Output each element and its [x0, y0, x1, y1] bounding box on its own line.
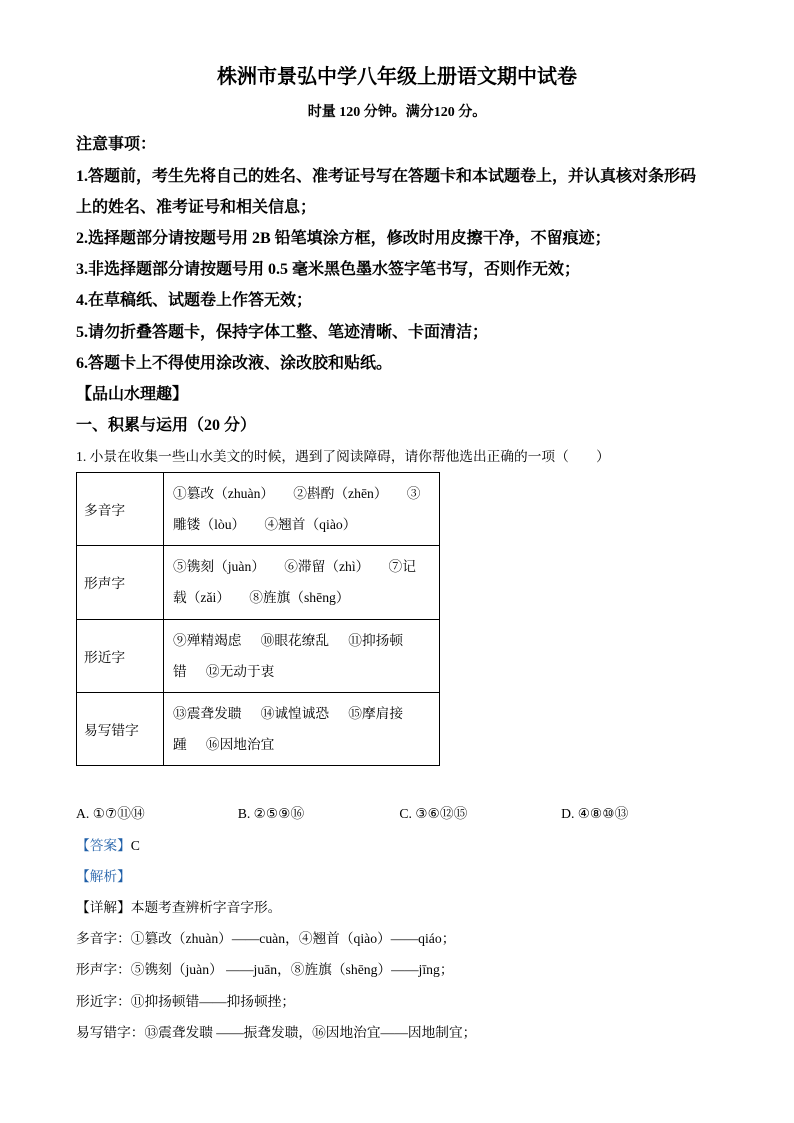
- option-b: B. ②⑤⑨⑯: [237, 806, 305, 822]
- table-item: ④翘首（qiào）: [264, 517, 357, 533]
- explanation-line: 易写错字：⑬震聋发聩 ——振聋发聩，⑯因地治宜——因地制宜；: [76, 1024, 477, 1040]
- answer-options: [76, 798, 756, 829]
- notice-line: 上的姓名、准考证号和相关信息；: [76, 198, 317, 216]
- notice-line: 3.非选择题部分请按题号用 0.5 毫米黑色墨水签字笔书写，否则作无效；: [76, 261, 581, 279]
- explanation-line: 形近字：⑪抑扬顿错——抑扬顿挫；: [76, 993, 296, 1009]
- table-row: [77, 545, 439, 618]
- analysis-label: 【解析】: [76, 868, 131, 884]
- table-item: ⑦记载（zǎi）: [173, 559, 416, 606]
- answer-label: 【答案】: [76, 837, 131, 853]
- explanation-line: 形声字：⑤镌刻（juàn） ——juān，⑧旌旗（shēng）——jīng；: [76, 962, 454, 978]
- table-category: 多音字: [77, 473, 164, 545]
- table-item: ⑥滞留（zhì）: [284, 559, 370, 575]
- option-c: C. ③⑥⑫⑮: [399, 806, 468, 822]
- notice-section: [76, 129, 756, 472]
- table-cell: [164, 693, 439, 765]
- table-item: ①篡改（zhuàn）: [173, 486, 275, 502]
- table-item: ⑧旌旗（shēng）: [249, 590, 350, 606]
- table-cell: [164, 546, 439, 618]
- question-stem: 1. 小景在收集一些山水美文的时候，遇到了阅读障碍，请你帮他选出正确的一项（ ）: [76, 449, 610, 465]
- detail-line: [76, 892, 756, 923]
- notice-line: 6.答题卡上不得使用涂改液、涂改胶和贴纸。: [76, 354, 393, 372]
- page-title: 株洲市景弘中学八年级上册语文期中试卷: [217, 66, 577, 88]
- option-a: A. ①⑦⑪⑭: [76, 806, 145, 822]
- part-heading: 一、积累与运用（20 分）: [76, 417, 257, 435]
- table-item: ②斟酌（zhēn）: [293, 486, 388, 502]
- notice-line: 1.答题前，考生先将自己的姓名、准考证号写在答题卡和本试题卷上，并认真核对条形码: [76, 167, 697, 185]
- table-item: ⑯因地治宜: [205, 736, 275, 752]
- table-cell: [164, 620, 439, 692]
- answer-section: [76, 798, 756, 1048]
- detail-text: 本题考查辨析字音字形。: [130, 900, 282, 915]
- answer-line: [76, 830, 756, 861]
- table-row: [77, 692, 439, 765]
- exam-time-score: 时量 120 分钟。满分120 分。: [307, 105, 487, 120]
- detail-label: 【详解】: [76, 900, 131, 915]
- table-item: ⑬震聋发聩: [173, 705, 242, 721]
- notice-heading: 注意事项：: [76, 136, 157, 154]
- table-row: [77, 473, 439, 545]
- table-item: ⑪抑扬顿错: [173, 632, 404, 679]
- option-d: D. ④⑧⑩⑬: [561, 806, 629, 822]
- table-item: ⑩眼花缭乱: [260, 632, 330, 648]
- table-category: 形近字: [77, 620, 164, 692]
- question-table: [76, 472, 440, 766]
- table-cell: [164, 473, 439, 545]
- table-item: ⑮摩肩接踵: [173, 705, 404, 752]
- answer-value: C: [130, 837, 140, 853]
- explanation-line: 多音字：①篡改（zhuàn）——cuàn，④翘首（qiào）——qiáo；: [76, 931, 456, 947]
- table-category: 易写错字: [77, 693, 164, 765]
- notice-line: 5.请勿折叠答题卡，保持字体工整、笔迹清晰、卡面清洁；: [76, 323, 489, 341]
- table-item: ⑤镌刻（juàn）: [173, 559, 266, 575]
- table-item: ⑨殚精竭虑: [173, 632, 242, 648]
- table-item: ⑭诚惶诚恐: [260, 705, 330, 721]
- section-tag: 【品山水理趣】: [76, 386, 189, 404]
- table-category: 形声字: [77, 546, 164, 618]
- table-item: ③雕镂（lòu）: [173, 486, 421, 533]
- table-item: ⑫无动于衷: [205, 663, 275, 679]
- notice-line: 2.选择题部分请按题号用 2B 铅笔填涂方框，修改时用皮擦干净，不留痕迹；: [76, 230, 611, 247]
- notice-line: 4.在草稿纸、试题卷上作答无效；: [76, 292, 313, 310]
- table-row: [77, 619, 439, 692]
